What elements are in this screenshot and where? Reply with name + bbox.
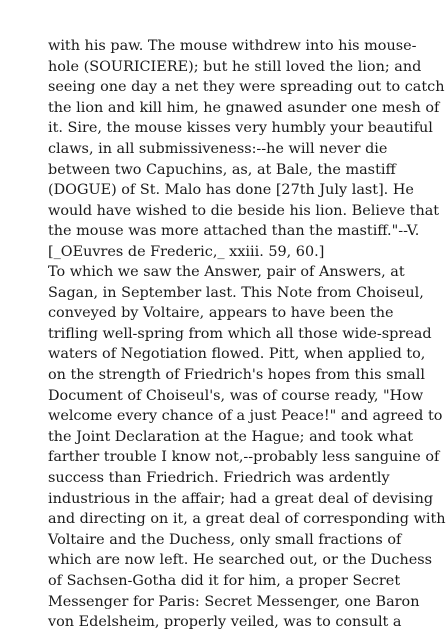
text-line: trifling well-spring from which all those wide-spread — [48, 325, 432, 342]
text-line: waters of Negotiation flowed. Pitt, when applied to, — [48, 346, 426, 363]
text-line: would have wished to die beside his lion. Believe that — [48, 202, 440, 219]
text-line: conveyed by Voltaire, appears to have been the — [48, 305, 394, 322]
text-line: which are now left. He searched out, or the Duchess — [48, 552, 433, 569]
text-line: industrious in the affair; had a great deal of devising — [48, 490, 434, 507]
text-line: and directing on it, a great deal of corresponding with — [48, 511, 446, 528]
text-line: success than Friedrich. Friedrich was ardently — [48, 469, 390, 486]
text-line: (DOGUE) of St. Malo has done [27th July last]. He — [48, 182, 414, 199]
paragraph-1 — [48, 36, 445, 263]
text-line: farther trouble I know not,--probably less sanguine of — [48, 449, 440, 466]
text-line: claws, in all submissiveness:--he will never die — [48, 140, 388, 157]
text-line: it. Sire, the mouse kisses very humbly your beautiful — [48, 120, 433, 137]
text-line: Sagan, in September last. This Note from Choiseul, — [48, 284, 424, 301]
text-line: von Edelsheim, properly veiled, was to consult a — [48, 614, 402, 631]
text-line: with his paw. The mouse withdrew into his mouse- — [48, 38, 417, 54]
paragraph-2 — [48, 262, 446, 633]
text-line: the mouse was more attached than the mastiff."--V. — [48, 223, 420, 240]
text-line: on the strength of Friedrich's hopes from this small — [48, 366, 425, 383]
text-line: between two Capuchins, as, at Bale, the mastiff — [48, 161, 396, 178]
text-line: [_OEuvres de Frederic,_ xxiii. 59, 60.] — [48, 243, 325, 260]
text-line: seeing one day a net they were spreading out to catch — [48, 79, 445, 96]
text-line: Document of Choiseul's, was of course ready, "How — [48, 387, 424, 404]
text-line: hole (SOURICIERE); but he still loved the lion; and — [48, 58, 422, 75]
text-line: Voltaire and the Duchess, only small fractions of — [48, 531, 402, 548]
text-line: the lion and kill him, he gnawed asunder one mesh of — [48, 99, 440, 116]
text-line: welcome every chance of a just Peace!" and agreed to — [48, 408, 443, 425]
text-line: Messenger for Paris: Secret Messenger, one Baron — [48, 593, 420, 610]
text-line: To which we saw the Answer, pair of Answers, at — [48, 264, 405, 280]
text-line: the Joint Declaration at the Hague; and took what — [48, 428, 414, 445]
text-line: of Sachsen-Gotha did it for him, a proper Secret — [48, 572, 401, 589]
